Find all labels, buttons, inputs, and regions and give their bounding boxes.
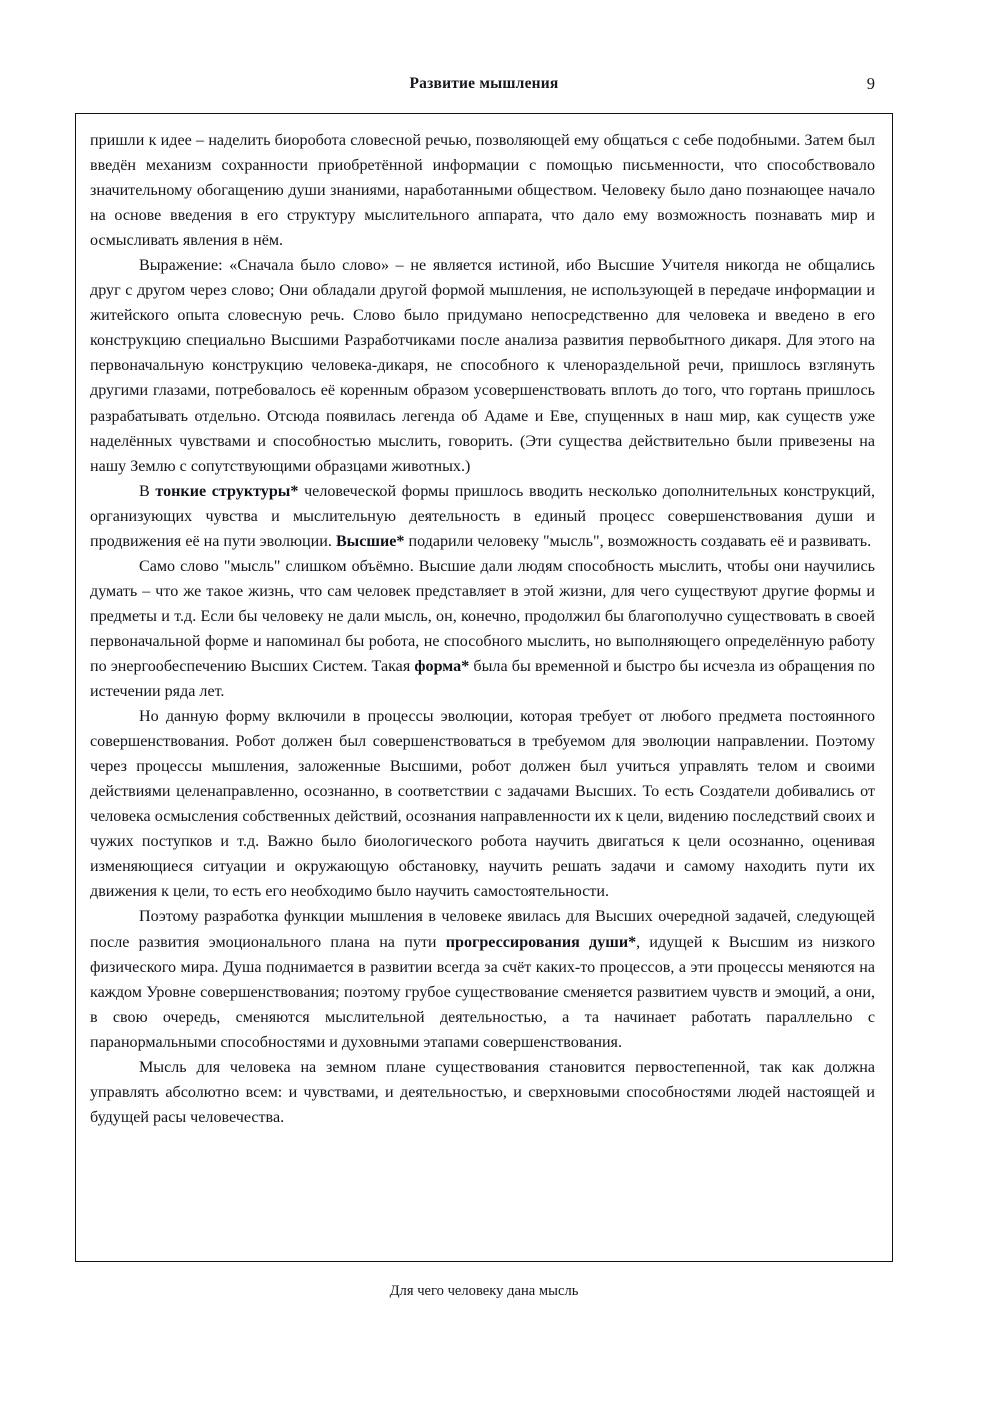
paragraph: [90, 554, 875, 704]
text-run: Но данную форму включили в процессы эволюции, которая требует от любого предмета постоянного совершенствования. Робот должен был совершенствоваться в требуемом для эволюции направлении. Поэтому через процессы мышления, заложенные Высшими, робот должен был учиться управлять телом и своими действиями целенаправленно, осознанно, в соответствии с задачами Высших. То есть Создатели добивались от человека осмысления собственных действий, осознания направленности их к цели, видению последствий своих и чужих поступков и т.д. Важно было биологического робота научить двигаться к цели осознанно, оценивая изменяющиеся ситуации и окружающую обстановку, научить решать задачи и самому находить пути их движения к цели, то есть его необходимо было научить самостоятельности.: [90, 708, 875, 901]
body-text-container: [76, 114, 892, 1140]
page-footer: [75, 1282, 893, 1300]
text-run: Поэтому разработка функции мышления в человеке явилась для Высших очередной задачей, следующей после развития эмоционального плана на пути: [90, 908, 875, 951]
paragraph: [90, 904, 875, 1054]
emphasis-term: Высшие*: [335, 532, 405, 550]
emphasis-term: форма*: [414, 657, 470, 675]
text-run: подарили человеку "мысль", возможность создавать её и развивать.: [404, 532, 872, 550]
paragraph: [90, 128, 875, 253]
text-run: человеческой формы пришлось вводить несколько дополнительных конструкций, организующих чувства и мыслительную деятельность в единый процесс совершенствования души и продвижения её на пути эволюции.: [90, 482, 875, 550]
footer-caption: Для чего человеку дана мысль: [389, 1283, 579, 1299]
text-run: В: [139, 482, 156, 500]
text-run: Выражение: «Сначала было слово» – не является истиной, ибо Высшие Учителя никогда не общались друг с другом через слово; Они обладали другой формой мышления, не использующей в передаче информации и житейского опыта словесную речь. Слово было придумано непосредственно для человека и введено в его конструкцию специально Высшими Разработчиками после анализа развития первобытного дикаря. Для этого на первоначальную конструкцию человека-дикаря, не способного к членораздельной речи, пришлось взглянуть другими глазами, потребовалось её коренным образом усовершенствовать вплоть до того, что гортань пришлось разрабатывать отдельно. Отсюда появилась легенда об Адаме и Еве, спущенных в наш мир, как существ уже наделённых чувствами и способностью мыслить, говорить. (Эти существа действительно были привезены на нашу Землю с сопутствующими образцами животных.): [90, 257, 875, 475]
text-run: пришли к идее – наделить биоробота словесной речью, позволяющей ему общаться с себе подобными. Затем был введён механизм сохранности приобретённой информации с помощью письменности, что способствовало значительному обогащению души знаниями, наработанными обществом. Человеку было дано познающее начало на основе введения в его структуру мыслительного аппарата, что дало ему возможность познавать мир и осмысливать явления в нём.: [90, 132, 875, 250]
running-head: [75, 72, 893, 96]
text-run: была бы временной и быстро бы исчезла из обращения по истечении ряда лет.: [90, 657, 875, 701]
text-run: Само слово "мысль" слишком объёмно. Высшие дали людям способность мыслить, чтобы они научились думать – что же такое жизнь, что сам человек представляет в этой жизни, для чего существуют другие формы и предметы и т.д. Если бы человеку не дали мысль, он, конечно, продолжил бы благополучно существовать в своей первоначальной форме и напоминал бы робота, не способного мыслить, но выполняющего определённую работу по энергообеспечению Высших Систем. Такая: [90, 557, 875, 675]
text-frame-border: [75, 113, 893, 1262]
running-head-title: Развитие мышления: [409, 75, 559, 92]
paragraph: [90, 253, 875, 478]
paragraph: [90, 479, 875, 554]
emphasis-term: прогрессирования души*: [445, 933, 637, 951]
text-run: , идущей к Высшим из низкого физического мира. Душа поднимается в развитии всегда за счёт каких-то процессов, а эти процессы меняются на каждом Уровне совершенствования; поэтому грубое существование сменяется развитием чувств и эмоций, а они, в свою очередь, сменяются мыслительной деятельностью, а та начинает работать параллельно с паранормальными способностями и духовными этапами совершенствования.: [90, 933, 876, 1051]
text-run: Мысль для человека на земном плане существования становится первостепенной, так как должна управлять абсолютно всем: и чувствами, и деятельностью, и сверхновыми способностями людей настоящей и будущей расы человечества.: [90, 1058, 875, 1126]
emphasis-term: тонкие структуры*: [155, 482, 299, 500]
paragraph: [90, 704, 875, 904]
paragraph: [90, 1055, 875, 1130]
page-number: 9: [866, 74, 875, 93]
